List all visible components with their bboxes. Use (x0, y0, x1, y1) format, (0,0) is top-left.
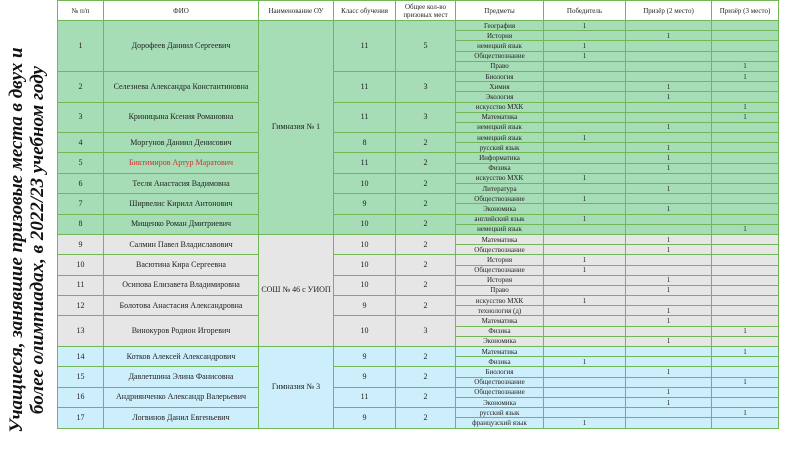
student-number: 14 (58, 347, 104, 367)
third-place-count: 1 (712, 224, 779, 234)
student-total-places: 2 (396, 194, 456, 214)
third-place-count: 1 (712, 71, 779, 81)
third-place-count (712, 397, 779, 407)
winner-count: 1 (544, 133, 626, 143)
winner-count (544, 143, 626, 153)
table-row (58, 316, 779, 326)
subject-name: Химия (456, 82, 544, 92)
third-place-count (712, 316, 779, 326)
table-row (58, 347, 779, 357)
winner-count (544, 102, 626, 112)
subject-name: Право (456, 61, 544, 71)
second-place-count (626, 173, 712, 183)
winner-count (544, 71, 626, 81)
second-place-count (626, 51, 712, 61)
student-total-places: 5 (396, 21, 456, 72)
third-place-count (712, 265, 779, 275)
third-place-count (712, 418, 779, 428)
student-name: Тесля Анастасия Вадимовна (104, 173, 259, 193)
winner-count (544, 377, 626, 387)
student-grade: 9 (334, 367, 396, 387)
subject-name: Обществознание (456, 265, 544, 275)
table-row (58, 173, 779, 183)
student-name: Ширвелис Кирилл Антонович (104, 194, 259, 214)
winner-count (544, 224, 626, 234)
student-total-places: 2 (396, 173, 456, 193)
winner-count: 1 (544, 194, 626, 204)
header-third: Призёр (3 место) (712, 1, 779, 21)
second-place-count: 1 (626, 387, 712, 397)
student-total-places: 2 (396, 153, 456, 173)
third-place-count (712, 92, 779, 102)
table-row (58, 71, 779, 81)
header-second: Призёр (2 место) (626, 1, 712, 21)
subject-name: История (456, 275, 544, 285)
second-place-count: 1 (626, 92, 712, 102)
student-grade: 10 (334, 173, 396, 193)
slide-title: Учащиеся, занявшие призовые места в двух и более олимпиадах, в 2022/23 учебном году (6, 47, 48, 433)
winner-count (544, 285, 626, 295)
student-name: Васютина Кира Сергеевна (104, 255, 259, 275)
student-grade: 9 (334, 408, 396, 428)
student-number: 3 (58, 102, 104, 133)
second-place-count (626, 408, 712, 418)
header-fio: ФИО (104, 1, 259, 21)
winner-count: 1 (544, 296, 626, 306)
student-total-places: 2 (396, 367, 456, 387)
second-place-count (626, 326, 712, 336)
subject-name: русский язык (456, 408, 544, 418)
third-place-count (712, 133, 779, 143)
student-number: 8 (58, 214, 104, 234)
winner-count: 1 (544, 418, 626, 428)
student-grade: 11 (334, 102, 396, 133)
second-place-count: 1 (626, 367, 712, 377)
student-total-places: 2 (396, 234, 456, 254)
winner-count (544, 387, 626, 397)
student-total-places: 3 (396, 71, 456, 102)
student-number: 16 (58, 387, 104, 407)
second-place-count: 1 (626, 31, 712, 41)
header-subjects: Предметы (456, 1, 544, 21)
student-grade: 11 (334, 153, 396, 173)
third-place-count: 1 (712, 377, 779, 387)
second-place-count (626, 214, 712, 224)
subject-name: искусство МХК (456, 296, 544, 306)
third-place-count (712, 285, 779, 295)
school-name: СОШ № 46 с УИОП (259, 234, 334, 346)
student-name: Андриянченко Александр Валерьевич (104, 387, 259, 407)
second-place-count: 1 (626, 82, 712, 92)
student-name: Дорофеев Даниил Сергеевич (104, 21, 259, 72)
subject-name: Физика (456, 357, 544, 367)
table-row (58, 234, 779, 244)
third-place-count: 1 (712, 326, 779, 336)
student-grade: 11 (334, 387, 396, 407)
table-row (58, 133, 779, 143)
student-total-places: 2 (396, 296, 456, 316)
subject-name: Обществознание (456, 245, 544, 255)
second-place-count (626, 418, 712, 428)
student-total-places: 2 (396, 133, 456, 153)
winner-count: 1 (544, 255, 626, 265)
third-place-count (712, 255, 779, 265)
student-total-places: 3 (396, 102, 456, 133)
second-place-count: 1 (626, 163, 712, 173)
third-place-count (712, 153, 779, 163)
winner-count: 1 (544, 214, 626, 224)
second-place-count: 1 (626, 275, 712, 285)
winner-count (544, 184, 626, 194)
header-total: Общее кол-во призовых мест (396, 1, 456, 21)
second-place-count (626, 265, 712, 275)
subject-name: Обществознание (456, 194, 544, 204)
student-name: Селезнева Александра Константиновна (104, 71, 259, 102)
header-number: № п/п (58, 1, 104, 21)
subject-name: Биология (456, 367, 544, 377)
header-school: Наименование ОУ (259, 1, 334, 21)
subject-name: русский язык (456, 143, 544, 153)
subject-name: История (456, 31, 544, 41)
school-name: Гимназия № 1 (259, 21, 334, 235)
subject-name: Право (456, 285, 544, 295)
third-place-count (712, 173, 779, 183)
third-place-count: 1 (712, 112, 779, 122)
third-place-count (712, 306, 779, 316)
student-name: Котков Алексей Александрович (104, 347, 259, 367)
subject-name: Математика (456, 316, 544, 326)
subject-name: Экономика (456, 397, 544, 407)
third-place-count (712, 336, 779, 346)
third-place-count (712, 51, 779, 61)
student-name: Осипова Елизавета Владимировна (104, 275, 259, 295)
student-name: Криницына Ксения Романовна (104, 102, 259, 133)
winner-count: 1 (544, 265, 626, 275)
subject-name: искусство МХК (456, 102, 544, 112)
second-place-count (626, 194, 712, 204)
table-row (58, 367, 779, 377)
second-place-count (626, 347, 712, 357)
student-number: 13 (58, 316, 104, 347)
student-number: 1 (58, 21, 104, 72)
winner-count (544, 347, 626, 357)
table-row (58, 387, 779, 397)
student-total-places: 3 (396, 316, 456, 347)
winner-count (544, 31, 626, 41)
winner-count: 1 (544, 41, 626, 51)
winner-count (544, 163, 626, 173)
subject-name: География (456, 21, 544, 31)
third-place-count: 1 (712, 347, 779, 357)
subject-name: Обществознание (456, 387, 544, 397)
third-place-count (712, 245, 779, 255)
student-number: 4 (58, 133, 104, 153)
second-place-count (626, 21, 712, 31)
third-place-count: 1 (712, 61, 779, 71)
subject-name: немецкий язык (456, 224, 544, 234)
student-name: Моргунов Даниил Денисович (104, 133, 259, 153)
third-place-count (712, 387, 779, 397)
header-winner: Победитель (544, 1, 626, 21)
subject-name: Биология (456, 71, 544, 81)
student-number: 7 (58, 194, 104, 214)
table-row (58, 275, 779, 285)
subject-name: Экономика (456, 336, 544, 346)
third-place-count (712, 214, 779, 224)
student-grade: 10 (334, 214, 396, 234)
second-place-count (626, 377, 712, 387)
winner-count (544, 306, 626, 316)
student-grade: 10 (334, 316, 396, 347)
winner-count (544, 245, 626, 255)
winner-count: 1 (544, 51, 626, 61)
winner-count (544, 122, 626, 132)
second-place-count (626, 61, 712, 71)
third-place-count (712, 204, 779, 214)
student-grade: 10 (334, 255, 396, 275)
subject-name: Математика (456, 112, 544, 122)
student-name: Логвинов Данил Евгеньевич (104, 408, 259, 428)
winner-count (544, 204, 626, 214)
second-place-count: 1 (626, 306, 712, 316)
table-row (58, 296, 779, 306)
student-number: 15 (58, 367, 104, 387)
winner-count: 1 (544, 21, 626, 31)
subject-name: технология (д) (456, 306, 544, 316)
olympiad-winners-table (57, 0, 779, 429)
winner-count (544, 397, 626, 407)
school-name: Гимназия № 3 (259, 347, 334, 429)
winner-count (544, 112, 626, 122)
student-number: 17 (58, 408, 104, 428)
winner-count (544, 61, 626, 71)
subject-name: Математика (456, 347, 544, 357)
student-number: 11 (58, 275, 104, 295)
second-place-count (626, 357, 712, 367)
subject-name: Обществознание (456, 377, 544, 387)
subject-name: Математика (456, 234, 544, 244)
table-row (58, 21, 779, 31)
student-number: 12 (58, 296, 104, 316)
student-number: 5 (58, 153, 104, 173)
third-place-count (712, 194, 779, 204)
second-place-count (626, 102, 712, 112)
winner-count (544, 275, 626, 285)
subject-name: Экономика (456, 204, 544, 214)
student-total-places: 2 (396, 408, 456, 428)
subject-name: немецкий язык (456, 122, 544, 132)
subject-name: немецкий язык (456, 41, 544, 51)
second-place-count: 1 (626, 143, 712, 153)
student-grade: 10 (334, 234, 396, 254)
winner-count (544, 92, 626, 102)
winner-count (544, 234, 626, 244)
subject-name: Информатика (456, 153, 544, 163)
student-number: 9 (58, 234, 104, 254)
table-row (58, 255, 779, 265)
second-place-count (626, 224, 712, 234)
student-total-places: 2 (396, 347, 456, 367)
student-total-places: 2 (396, 255, 456, 275)
winner-count (544, 316, 626, 326)
student-number: 6 (58, 173, 104, 193)
third-place-count (712, 163, 779, 173)
second-place-count: 1 (626, 316, 712, 326)
third-place-count (712, 143, 779, 153)
student-grade: 11 (334, 21, 396, 72)
student-grade: 9 (334, 194, 396, 214)
third-place-count (712, 357, 779, 367)
winner-count: 1 (544, 357, 626, 367)
third-place-count: 1 (712, 102, 779, 112)
second-place-count: 1 (626, 245, 712, 255)
winner-count (544, 408, 626, 418)
subject-name: Физика (456, 163, 544, 173)
student-name: Мищенко Роман Дмитриевич (104, 214, 259, 234)
winner-count (544, 336, 626, 346)
subject-name: французский язык (456, 418, 544, 428)
subject-name: искусство МХК (456, 173, 544, 183)
table-row (58, 214, 779, 224)
student-name: Биктимиров Артур Маратович (104, 153, 259, 173)
second-place-count (626, 112, 712, 122)
student-grade: 11 (334, 71, 396, 102)
student-name: Салмин Павел Владиславович (104, 234, 259, 254)
second-place-count (626, 71, 712, 81)
subject-name: История (456, 255, 544, 265)
third-place-count (712, 234, 779, 244)
second-place-count (626, 296, 712, 306)
subject-name: Литература (456, 184, 544, 194)
table-row (58, 102, 779, 112)
table-header (58, 1, 779, 21)
subject-name: английский язык (456, 214, 544, 224)
winner-count: 1 (544, 173, 626, 183)
third-place-count (712, 122, 779, 132)
third-place-count (712, 31, 779, 41)
student-name: Винокуров Родион Игоревич (104, 316, 259, 347)
student-name: Болотова Анастасия Александровна (104, 296, 259, 316)
student-number: 10 (58, 255, 104, 275)
table-row (58, 408, 779, 418)
subject-name: Обществознание (456, 51, 544, 61)
subject-name: Физика (456, 326, 544, 336)
student-total-places: 2 (396, 214, 456, 234)
student-grade: 8 (334, 133, 396, 153)
third-place-count (712, 21, 779, 31)
winner-count (544, 367, 626, 377)
third-place-count: 1 (712, 408, 779, 418)
student-number: 2 (58, 71, 104, 102)
third-place-count (712, 275, 779, 285)
subject-name: Экология (456, 92, 544, 102)
table-row (58, 153, 779, 163)
second-place-count: 1 (626, 397, 712, 407)
student-grade: 10 (334, 275, 396, 295)
third-place-count (712, 82, 779, 92)
third-place-count (712, 184, 779, 194)
second-place-count: 1 (626, 234, 712, 244)
second-place-count (626, 133, 712, 143)
student-total-places: 2 (396, 275, 456, 295)
second-place-count: 1 (626, 336, 712, 346)
header-grade: Класс обучения (334, 1, 396, 21)
second-place-count (626, 41, 712, 51)
student-grade: 9 (334, 347, 396, 367)
winner-count (544, 153, 626, 163)
second-place-count: 1 (626, 122, 712, 132)
second-place-count: 1 (626, 184, 712, 194)
second-place-count (626, 255, 712, 265)
table-row (58, 194, 779, 204)
second-place-count: 1 (626, 285, 712, 295)
second-place-count: 1 (626, 204, 712, 214)
subject-name: немецкий язык (456, 133, 544, 143)
student-name: Давлетшина Элина Фанисовна (104, 367, 259, 387)
third-place-count (712, 41, 779, 51)
winner-count (544, 82, 626, 92)
third-place-count (712, 367, 779, 377)
student-total-places: 2 (396, 387, 456, 407)
student-grade: 9 (334, 296, 396, 316)
winner-count (544, 326, 626, 336)
second-place-count: 1 (626, 153, 712, 163)
third-place-count (712, 296, 779, 306)
